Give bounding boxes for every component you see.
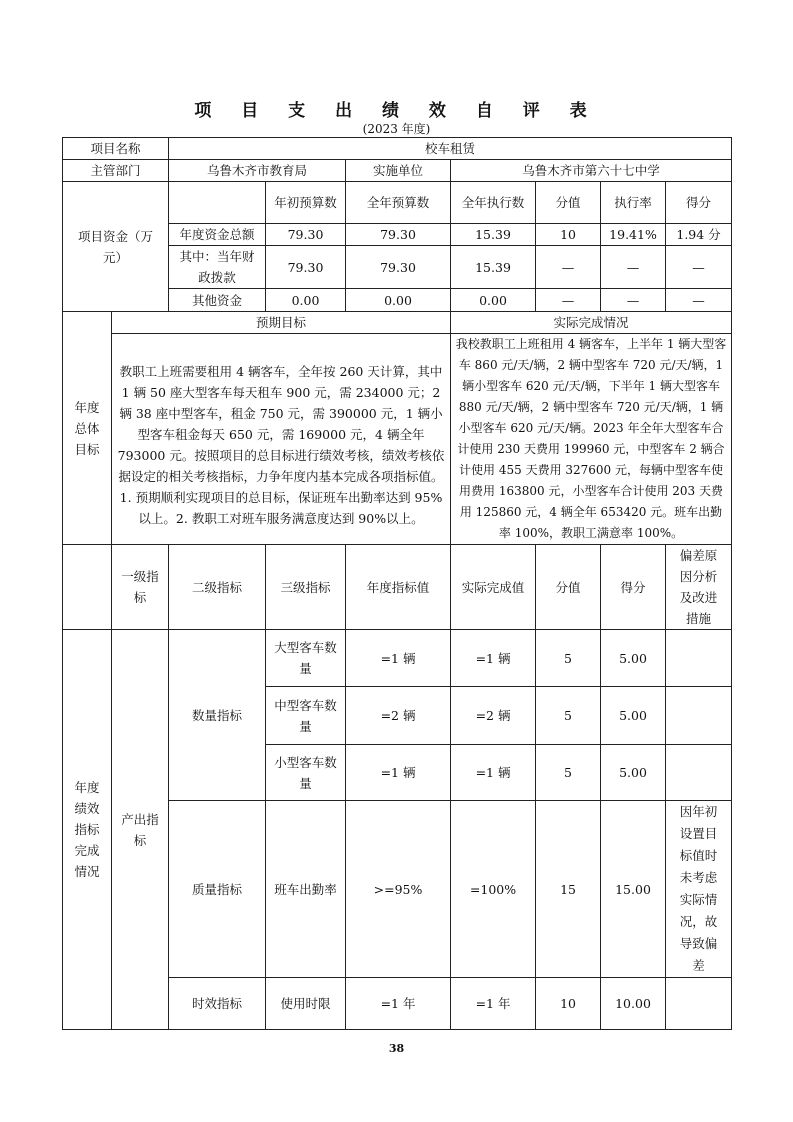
funds-cell: — xyxy=(601,246,666,289)
score-max: 10 xyxy=(536,978,601,1030)
level1-output: 产出指标 xyxy=(112,630,169,1030)
expected-goals-text: 教职工上班需要租用 4 辆客车，全年按 260 天计算，其中 1 辆 50 座大型客车每天租车 900 元，需 234000 元；2 辆 38 座中型客车，租金 750 元，需 390000 元，1 辆小型客车租金每天 650 元，需 169000 元，4 辆全年 793000 元。按照项目的总目标进行绩效考核，绩效考核依据设定的相关考核指标，力争年度内基本完成各项指标值。1. 预期顺利实现项目的总目标，保证班车出勤率达到 95%以上。2. 教职工对班车服务满意度达到 90%以上。 xyxy=(112,334,451,545)
level2-quantity: 数量指标 xyxy=(169,630,266,801)
indicator-header: 一级指标 xyxy=(112,545,169,630)
target-value: =1 辆 xyxy=(346,630,451,687)
dept-label: 主管部门 xyxy=(63,160,169,182)
level3-indicator: 使用时限 xyxy=(266,978,346,1030)
indicator-header: 年度指标值 xyxy=(346,545,451,630)
funds-header: 执行率 xyxy=(601,182,666,224)
funds-cell: 0.00 xyxy=(451,289,536,312)
target-value: =2 辆 xyxy=(346,687,451,745)
page-title: 项 目 支 出 绩 效 自 评 表 xyxy=(194,101,599,121)
level2-timeliness: 时效指标 xyxy=(169,978,266,1030)
actual-value: =1 辆 xyxy=(451,745,536,801)
funds-cell: 15.39 xyxy=(451,224,536,246)
actual-goals-text: 我校教职工上班租用 4 辆客车，上半年 1 辆大型客车 860 元/天/辆，2 辆中型客车 720 元/天/辆，1 辆小型客车 620 元/天/辆，下半年 1 辆大型客车 880 元/天/辆，2 辆中型客车 720 元/天/辆，1 辆小型客车 620 元/天/辆。2023 年全年大型客车合计使用 230 天费用 199960 元，中型客车 2 辆合计使用 455 天费用 327600 元，每辆中型客车使用费用 163800 元，小型客车合计使用 203 天费用 125860 元，4 辆全年 653420 元。班车出勤率 100%，教职工满意率 100%。 xyxy=(451,334,732,545)
funds-cell: 15.39 xyxy=(451,246,536,289)
target-value: =1 年 xyxy=(346,978,451,1030)
level3-indicator: 班车出勤率 xyxy=(266,801,346,978)
indicator-header: 偏差原因分析及改进措施 xyxy=(666,545,732,630)
funds-row-name: 其他资金 xyxy=(169,289,266,312)
indicator-header: 三级指标 xyxy=(266,545,346,630)
year-subtitle: (2023 年度) xyxy=(362,122,431,136)
dept-value: 乌鲁木齐市教育局 xyxy=(169,160,346,182)
actual-goals-header: 实际完成情况 xyxy=(451,312,732,334)
score-max: 5 xyxy=(536,630,601,687)
funds-header: 全年执行数 xyxy=(451,182,536,224)
performance-table xyxy=(62,137,732,1030)
level3-indicator: 小型客车数量 xyxy=(266,745,346,801)
indicator-header: 得分 xyxy=(601,545,666,630)
unit-value: 乌鲁木齐市第六十七中学 xyxy=(451,160,732,182)
score: 5.00 xyxy=(601,687,666,745)
funds-cell: 79.30 xyxy=(346,224,451,246)
funds-cell: 19.41% xyxy=(601,224,666,246)
actual-value: =1 辆 xyxy=(451,630,536,687)
score: 5.00 xyxy=(601,630,666,687)
funds-header: 得分 xyxy=(666,182,732,224)
goals-label: 年度总体目标 xyxy=(63,312,112,545)
funds-cell: — xyxy=(601,289,666,312)
score-max: 5 xyxy=(536,745,601,801)
score-max: 5 xyxy=(536,687,601,745)
funds-cell: 79.30 xyxy=(266,224,346,246)
level2-quality: 质量指标 xyxy=(169,801,266,978)
deviation-note xyxy=(666,687,732,745)
funds-cell: 0.00 xyxy=(266,289,346,312)
funds-cell: 1.94 分 xyxy=(666,224,732,246)
target-value: >=95% xyxy=(346,801,451,978)
funds-cell: — xyxy=(666,289,732,312)
funds-header: 分值 xyxy=(536,182,601,224)
funds-row-name: 其中：当年财政拨款 xyxy=(169,246,266,289)
deviation-note xyxy=(666,630,732,687)
funds-cell: 79.30 xyxy=(346,246,451,289)
score: 5.00 xyxy=(601,745,666,801)
score: 15.00 xyxy=(601,801,666,978)
project-name-label: 项目名称 xyxy=(63,138,169,160)
unit-label: 实施单位 xyxy=(346,160,451,182)
funds-cell: 10 xyxy=(536,224,601,246)
deviation-note xyxy=(666,978,732,1030)
funds-header: 年初预算数 xyxy=(266,182,346,224)
score-max: 15 xyxy=(536,801,601,978)
actual-value: =1 年 xyxy=(451,978,536,1030)
level3-indicator: 大型客车数量 xyxy=(266,630,346,687)
level3-indicator: 中型客车数量 xyxy=(266,687,346,745)
funds-cell: — xyxy=(536,246,601,289)
funds-cell: — xyxy=(536,289,601,312)
funds-cell: 79.30 xyxy=(266,246,346,289)
indicators-label: 年度绩效指标完成情况 xyxy=(63,630,112,1030)
funds-cell: 0.00 xyxy=(346,289,451,312)
funds-label: 项目资金（万元） xyxy=(63,182,169,312)
project-name-value: 校车租赁 xyxy=(169,138,732,160)
actual-value: =100% xyxy=(451,801,536,978)
indicator-header: 分值 xyxy=(536,545,601,630)
indicator-header: 二级指标 xyxy=(169,545,266,630)
indicator-header: 实际完成值 xyxy=(451,545,536,630)
funds-row-name: 年度资金总额 xyxy=(169,224,266,246)
actual-value: =2 辆 xyxy=(451,687,536,745)
funds-cell: — xyxy=(666,246,732,289)
target-value: =1 辆 xyxy=(346,745,451,801)
deviation-note xyxy=(666,745,732,801)
deviation-note: 因年初设置目标值时未考虑实际情况，故导致偏差 xyxy=(666,801,732,978)
score: 10.00 xyxy=(601,978,666,1030)
page-number: 38 xyxy=(388,1042,405,1055)
expected-goals-header: 预期目标 xyxy=(112,312,451,334)
funds-header: 全年预算数 xyxy=(346,182,451,224)
